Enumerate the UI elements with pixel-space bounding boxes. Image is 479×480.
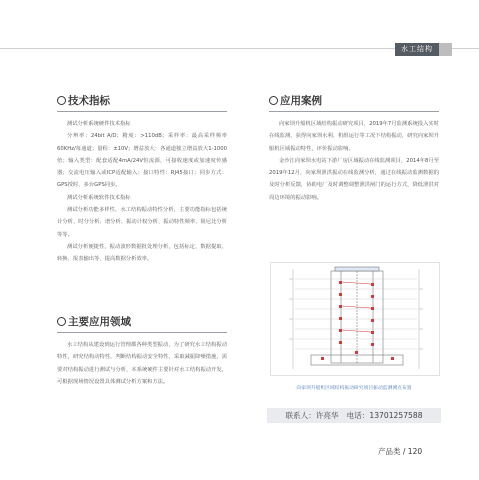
contact-person: 联系人：许亮华 (285, 411, 339, 420)
tech-para-hardware-title: 测试分析系统硬件技术指标 (67, 121, 131, 127)
figure-caption: 向家坝升船机区域结构振动研究项目振动监测测点布置 (296, 386, 412, 391)
case-para-2: 金沙江向家坝水电站下游厂房区域振动在线监测项目，2014年8月至2019年12月，向家坝泄洪振动在线监测分析，通过在线振动监测数据的及时分析反馈，协助电厂及时调整调整泄洪闸门的运行方式，降低泄洪对周边环境的振动影响。 (269, 157, 439, 201)
applications-para: 水工结构从建设到运行管理都各种类型振动，为了研究水工结构振动特性，研究结构动特性，判断结构振动安全特性，采取减振降噪措施，需要对结构振动进行测试与分析，本系统硬件主要针对水工结构振动开发，可根据现场情况设置具体测试分析方案和方法。 (57, 342, 227, 385)
heading-cases: 应用案例 (269, 94, 439, 112)
layout-drawing (271, 263, 439, 375)
heading-tech-specs: 技术指标 (57, 94, 227, 112)
left-column (57, 94, 227, 266)
heading-applications: 主要应用领域 (57, 315, 227, 333)
right-column (269, 94, 439, 204)
tech-para-convenience: 测试分析便捷性，振动波形数据批处理分析，包括标定、数据提取、转换、报表输出等，提高数据分析效率。 (57, 243, 227, 263)
circle-bullet-icon (269, 96, 278, 105)
case-para-1: 向家坝升船机区域结构振动研究项目，2019年7月监测系统投入实时在线监测，获得向家坝水利、机组运行等工况下结构振动，研究向家坝升船机区域振动特性，评价振动影响。 (269, 121, 439, 152)
contact-phone: 电话：13701257588 (346, 411, 423, 420)
circle-bullet-icon (57, 317, 66, 326)
tech-para-software-specs: 测试分析功能多样性，水工结构振动特性分析，主要功能指标包括统计分析、时分分析、谱分析、振动计权分析、振动特性频率、阻尼比分析等等。 (57, 207, 227, 238)
circle-bullet-icon (57, 96, 66, 105)
page-footer: 产品类 / 120 (378, 447, 423, 456)
tech-para-software-title: 测试分析系统软件技术指标 (67, 194, 131, 201)
tech-para-hardware-specs: 分辨率：24bit A/D；精度：>110dB；采样率：最高采样频率60KHz/每通道；量程：±10V；增益放大：各通道独立增益放大1-1000倍；输入类型：配套适配4mA/24V恒流源，可接收速度或加速度传感器；交流电压输入或ICP适配输入；接口特性：RJ45接口；同步方式：GPS授时、多台GPS同步。 (57, 133, 227, 189)
section-tag: 水工结构 (395, 43, 439, 56)
section-tag-accent (439, 43, 452, 56)
contact-bar (267, 408, 441, 423)
left-column-applications (57, 315, 227, 388)
monitoring-point-layout-figure (270, 262, 440, 376)
